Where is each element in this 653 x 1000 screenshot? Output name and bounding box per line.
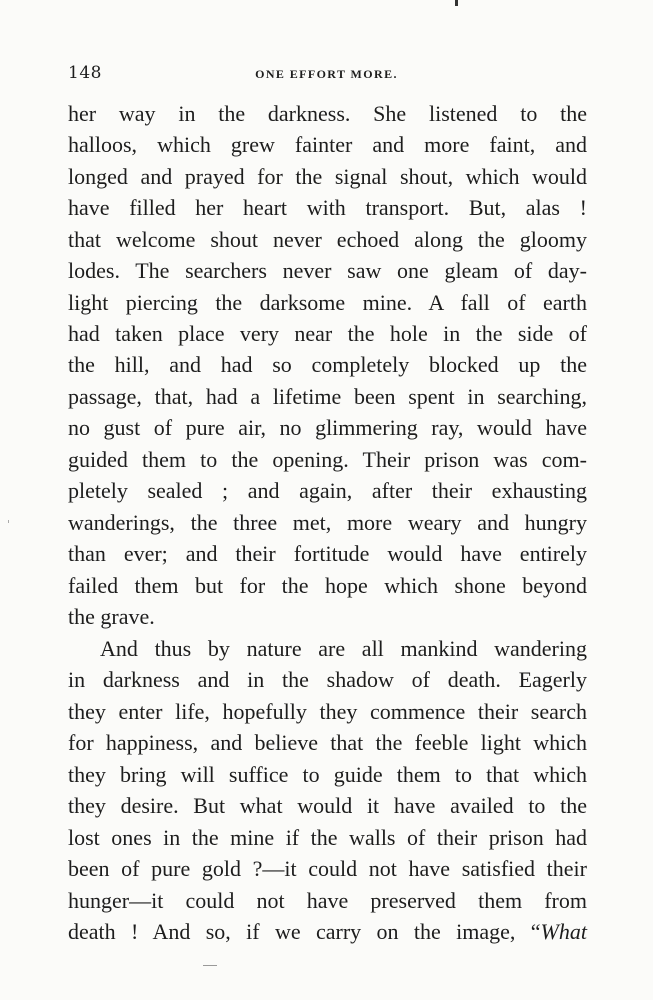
text-line: they enter life, hopefully they commence their search [68,699,587,724]
text-line: failed them but for the hope which shone beyond [68,573,587,598]
text-line: had taken place very near the hole in the side of [68,321,587,346]
print-speck [8,520,9,523]
text-line: guided them to the opening. Their prison was com- [68,447,587,472]
text-line: light piercing the darksome mine. A fall of earth [68,290,587,315]
text-line: no gust of pure air, no glimmering ray, would have [68,415,587,440]
text-line: the grave. [68,604,155,629]
print-mark [203,965,217,966]
print-speck [455,0,458,6]
text-line-final [68,919,587,945]
text-line: longed and prayed for the signal shout, which would [68,164,587,189]
text-line-final-body: death ! And so, if we carry on the image, “ [68,919,541,944]
text-line: for happiness, and believe that the feeble light which [68,730,587,755]
text-line: have filled her heart with transport. But, alas ! [68,195,587,220]
italic-word: What [540,919,587,944]
text-line: wanderings, the three met, more weary and hungry [68,510,587,535]
text-line: lost ones in the mine if the walls of their prison had [68,825,587,850]
text-line: halloos, which grew fainter and more faint, and [68,132,587,157]
text-line: they desire. But what would it have availed to the [68,793,587,818]
text-line: hunger—it could not have preserved them from [68,888,587,913]
text-line: lodes. The searchers never saw one gleam of day- [68,258,587,283]
text-line: been of pure gold ?—it could not have satisfied their [68,856,587,881]
text-line: her way in the darkness. She listened to the [68,101,587,126]
text-line: they bring will suffice to guide them to that which [68,762,587,787]
text-line: in darkness and in the shadow of death. Eagerly [68,667,587,692]
text-line: the hill, and had so completely blocked up the [68,352,587,377]
running-title: ONE EFFORT MORE. [255,67,398,81]
text-line: pletely sealed ; and again, after their exhausting [68,478,587,503]
page-number: 148 [68,63,102,83]
text-line: that welcome shout never echoed along the gloomy [68,227,587,252]
text-line: than ever; and their fortitude would have entirely [68,541,587,566]
text-line: passage, that, had a lifetime been spent in searching, [68,384,587,409]
paragraph-first-line: And thus by nature are all mankind wandering [100,636,587,661]
